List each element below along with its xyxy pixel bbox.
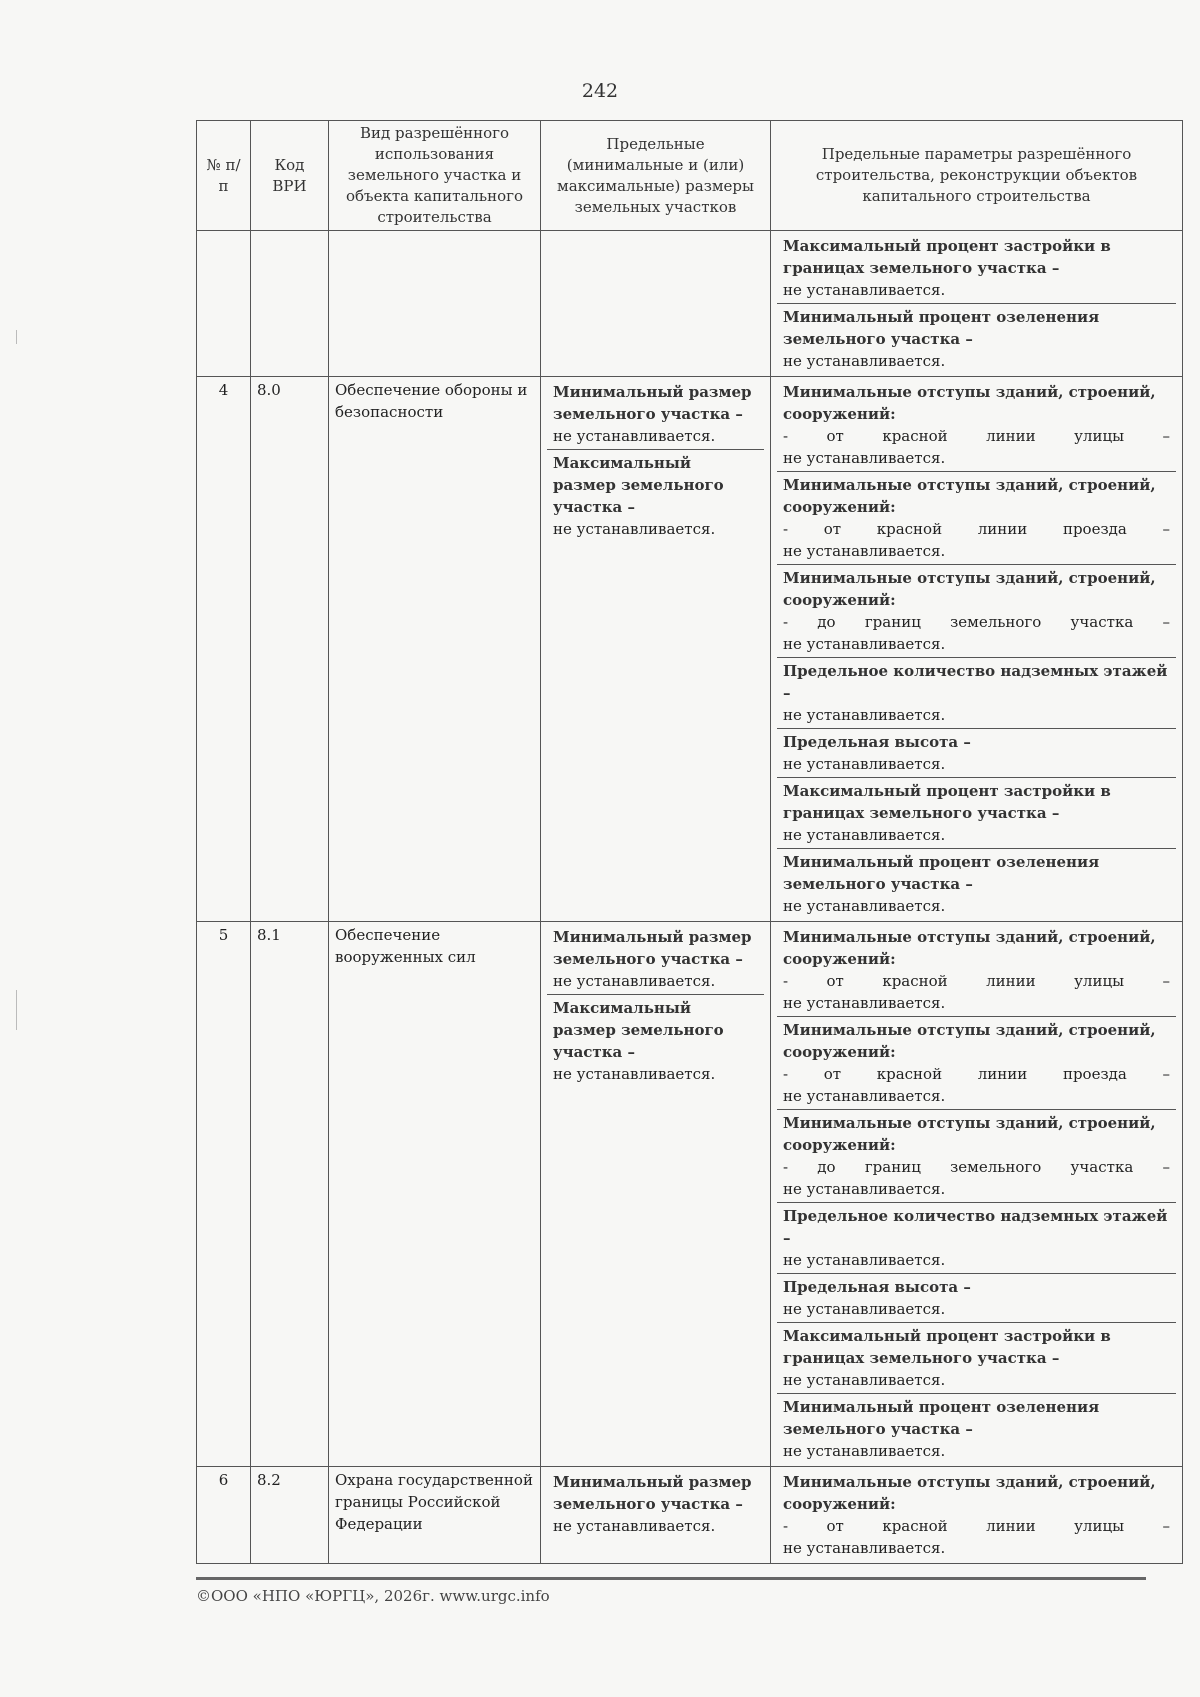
param-value: не устанавливается. [783, 1371, 946, 1389]
footer-copyright: ©ООО «НПО «ЮРГЦ», 2026г. www.urgc.info [196, 1587, 550, 1605]
row-code: 8.1 [251, 922, 329, 1467]
param-item [777, 1394, 1176, 1464]
size-value: не устанавливается. [553, 1065, 716, 1083]
param-title: Максимальный процент застройки в границах земельного участка – [783, 782, 1111, 822]
row-number: 6 [197, 1467, 251, 1564]
size-item [547, 1469, 764, 1539]
table-header-row [197, 121, 1183, 231]
param-title: Предельная высота – [783, 733, 971, 751]
size-value: не устанавливается. [553, 972, 716, 990]
table-row-continuation [197, 231, 1183, 377]
param-item [777, 729, 1176, 778]
size-value: не устанавливается. [553, 520, 716, 538]
param-title: Минимальные отступы зданий, строений, сооружений: [783, 928, 1156, 968]
param-value: не устанавливается. [783, 1442, 946, 1460]
size-title: Максимальный размер земельного участка – [553, 454, 724, 516]
param-detail: - от красной линии улицы – [783, 972, 1170, 990]
param-value: не устанавливается. [783, 281, 946, 299]
param-title: Предельная высота – [783, 1278, 971, 1296]
param-item [777, 1203, 1176, 1274]
scan-artifact-mark [16, 990, 17, 1030]
param-value: не устанавливается. [783, 542, 946, 560]
row-vri: Обеспечение вооруженных сил [329, 922, 541, 1467]
size-item [547, 995, 764, 1087]
param-title: Предельное количество надземных этажей – [783, 662, 1168, 702]
param-item [777, 565, 1176, 658]
size-item [547, 450, 764, 542]
param-item [777, 1274, 1176, 1323]
param-item [777, 379, 1176, 472]
page-number: 242 [581, 80, 619, 102]
param-title: Минимальный процент озеленения земельного участка – [783, 1398, 1100, 1438]
param-item [777, 472, 1176, 565]
sizes-cell [541, 922, 771, 1467]
sizes-cell [541, 1467, 771, 1564]
params-cell [771, 1467, 1183, 1564]
param-value: не устанавливается. [783, 706, 946, 724]
param-item [777, 233, 1176, 304]
param-detail: - до границ земельного участка – [783, 613, 1170, 631]
param-value: не устанавливается. [783, 352, 946, 370]
row-number: 4 [197, 377, 251, 922]
table-row [197, 377, 1183, 922]
size-value: не устанавливается. [553, 427, 716, 445]
param-value: не устанавливается. [783, 826, 946, 844]
param-title: Максимальный процент застройки в границах земельного участка – [783, 237, 1111, 277]
param-item [777, 1110, 1176, 1203]
param-title: Предельное количество надземных этажей – [783, 1207, 1168, 1247]
param-item [777, 1017, 1176, 1110]
size-item [547, 924, 764, 995]
param-title: Минимальный процент озеленения земельного участка – [783, 853, 1100, 893]
param-title: Минимальные отступы зданий, строений, сооружений: [783, 1473, 1156, 1513]
param-detail: - от красной линии улицы – [783, 427, 1170, 445]
param-title: Минимальный процент озеленения земельного участка – [783, 308, 1100, 348]
param-detail: - от красной линии проезда – [783, 1065, 1170, 1083]
param-detail: - до границ земельного участка – [783, 1158, 1170, 1176]
footer-divider [196, 1577, 1146, 1580]
param-title: Минимальные отступы зданий, строений, сооружений: [783, 383, 1156, 423]
param-title: Минимальные отступы зданий, строений, сооружений: [783, 1114, 1156, 1154]
param-value: не устанавливается. [783, 1087, 946, 1105]
param-item [777, 1323, 1176, 1394]
size-value: не устанавливается. [553, 1517, 716, 1535]
param-value: не устанавливается. [783, 1300, 946, 1318]
param-item [777, 849, 1176, 919]
param-title: Максимальный процент застройки в границах земельного участка – [783, 1327, 1111, 1367]
size-title: Максимальный размер земельного участка – [553, 999, 724, 1061]
param-title: Минимальные отступы зданий, строений, сооружений: [783, 1021, 1156, 1061]
size-title: Минимальный размер земельного участка – [553, 928, 752, 968]
param-title: Минимальные отступы зданий, строений, сооружений: [783, 476, 1156, 516]
table-row [197, 1467, 1183, 1564]
param-detail: - от красной линии улицы – [783, 1517, 1170, 1535]
params-cell [771, 231, 1183, 377]
param-title: Минимальные отступы зданий, строений, сооружений: [783, 569, 1156, 609]
scan-artifact-mark [16, 330, 17, 344]
header-sizes: Предельные (минимальные и (или) максимальные) размеры земельных участков [541, 121, 771, 231]
row-vri: Охрана государственной границы Российской Федерации [329, 1467, 541, 1564]
params-cell [771, 922, 1183, 1467]
header-vri: Вид разрешённого использования земельного участка и объекта капитального строительства [329, 121, 541, 231]
row-vri: Обеспечение обороны и безопасности [329, 377, 541, 922]
params-cell [771, 377, 1183, 922]
header-code: Код ВРИ [251, 121, 329, 231]
param-value: не устанавливается. [783, 1251, 946, 1269]
param-value: не устанавливается. [783, 1180, 946, 1198]
param-value: не устанавливается. [783, 994, 946, 1012]
row-code: 8.2 [251, 1467, 329, 1564]
header-params: Предельные параметры разрешённого строительства, реконструкции объектов капитального строительства [771, 121, 1183, 231]
row-code: 8.0 [251, 377, 329, 922]
table-body [197, 231, 1183, 1564]
table-row [197, 922, 1183, 1467]
param-value: не устанавливается. [783, 1539, 946, 1557]
param-item [777, 778, 1176, 849]
sizes-cell [541, 377, 771, 922]
land-use-table [196, 120, 1183, 1564]
size-item [547, 379, 764, 450]
row-number: 5 [197, 922, 251, 1467]
header-num: № п/п [197, 121, 251, 231]
param-value: не устанавливается. [783, 897, 946, 915]
param-value: не устанавливается. [783, 635, 946, 653]
param-item [777, 658, 1176, 729]
size-title: Минимальный размер земельного участка – [553, 1473, 752, 1513]
param-item [777, 304, 1176, 374]
param-value: не устанавливается. [783, 449, 946, 467]
param-value: не устанавливается. [783, 755, 946, 773]
param-detail: - от красной линии проезда – [783, 520, 1170, 538]
size-title: Минимальный размер земельного участка – [553, 383, 752, 423]
param-item [777, 1469, 1176, 1561]
param-item [777, 924, 1176, 1017]
